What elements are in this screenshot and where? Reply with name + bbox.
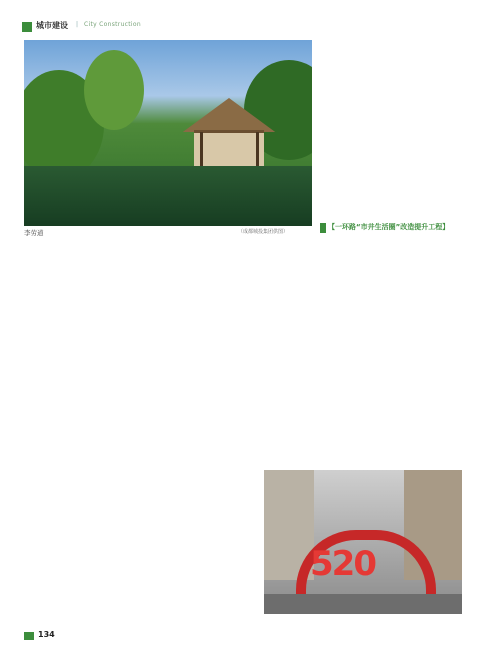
page-number: 134 bbox=[38, 630, 55, 639]
pond bbox=[24, 166, 312, 226]
heading-marker bbox=[320, 223, 326, 233]
photo-credit: （成都城投集团供图） bbox=[238, 229, 289, 235]
subsection-heading bbox=[320, 222, 458, 234]
section-marker bbox=[22, 22, 32, 32]
pavilion-post bbox=[200, 132, 203, 170]
park-photo bbox=[24, 40, 312, 226]
photo-caption: 李劳道 bbox=[24, 229, 44, 237]
subsection-title: 【一环路“市井生活圈”改造提升工程】 bbox=[328, 223, 450, 231]
header-separator: | bbox=[76, 21, 79, 28]
section-title: 城市建设 bbox=[36, 21, 68, 30]
pavement bbox=[264, 594, 462, 614]
page-footer bbox=[24, 630, 244, 642]
footer-marker bbox=[24, 632, 34, 640]
pavilion-post bbox=[256, 132, 259, 170]
street-photo bbox=[264, 470, 462, 614]
page-header bbox=[22, 18, 462, 38]
photo-tree bbox=[84, 50, 144, 130]
section-subtitle: City Construction bbox=[84, 21, 141, 28]
street-sign-number: 520 bbox=[310, 544, 375, 584]
